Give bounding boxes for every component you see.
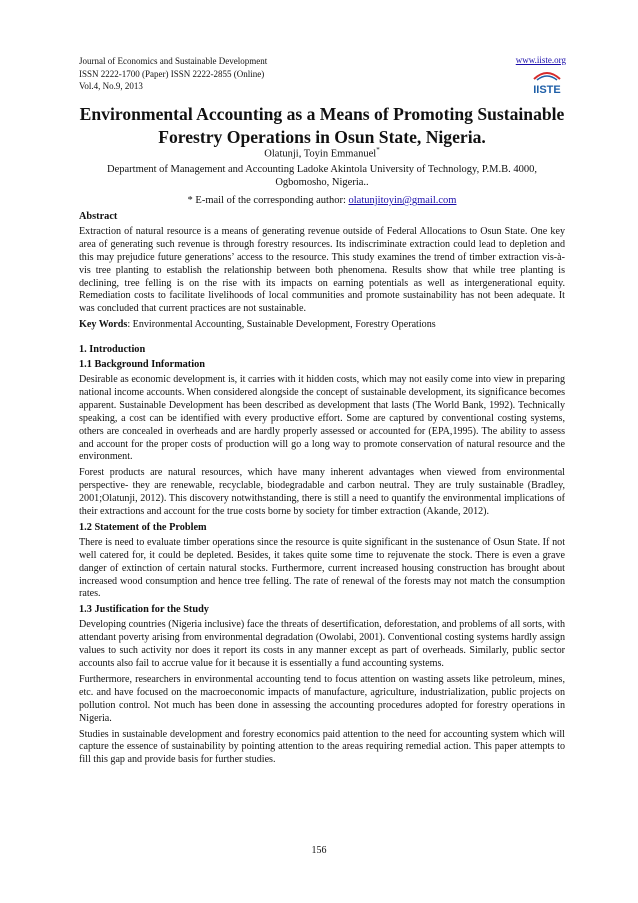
affiliation-line-2: Ogbomosho, Nigeria.. [275,177,369,188]
email-label: * E-mail of the corresponding author: [187,195,349,206]
logo-text: IISTE [533,84,561,96]
journal-name: Journal of Economics and Sustainable Development [79,56,268,66]
journal-url-link[interactable]: www.iiste.org [515,55,566,65]
subsection-heading: 1.2 Statement of the Problem [79,521,207,533]
abstract-heading: Abstract [79,211,118,222]
author-line [79,146,565,160]
paragraph: Desirable as economic development is, it carries with it hidden costs, which may not easily come into view in preparing national income accounts. When considered alongside the concept of sustainable development, its significance becomes apparent. Sustainable Development has been described as development that lasts (The World Bank, 1992). Technically speaking, a cost can be identified with every productive effort. Some are captured by conventional costing systems, others are concealed in overheads and are hardly properly assessed or accounted for (EPA,1995). The ability to assess and account for the proper costs of production will go a long way to promote conservation of natural resource and the environment. [79,373,565,463]
paper-body [79,211,565,770]
spacer [79,335,565,344]
paragraph: Forest products are natural resources, which have many inherent advantages when viewed from environmental perspective- they are renewable, recyclable, biodegradable and carbon neutral. They are truly sustainable (Bradley, 2001;Olatunji, 2012). This discovery notwithstanding, there is still a need to quantify the environmental implications of their extractions and account for the true costs borne by society for timber extraction (Akande, 2012). [79,467,565,518]
journal-header [79,55,267,93]
subsection-heading: 1.3 Justification for the Study [79,604,209,616]
author-name: Olatunji, Toyin Emmanuel [264,148,377,160]
paragraph: Furthermore, researchers in environmental accounting tend to focus attention on wasting assets like petroleum, mines, etc. and have focused on the macroeconomic impacts of manufacture, agriculture, industrialization, public projects on pollution control. Not much has been done in assessing the accounting procedures adopted for forestry operations in Nigeria. [79,673,565,724]
subsection-heading: 1.1 Background Information [79,359,205,371]
keywords-list: : Environmental Accounting, Sustainable Development, Forestry Operations [127,319,436,331]
section-heading: 1. Introduction [79,344,146,356]
abstract-text: Extraction of natural resource is a means of generating revenue outside of Federal Allocations to Osun State. One key area of generating such revenue is through forestry resources. Its indiscriminate extraction could lead to depletion and this may prejudice future generations’ access to the resource. This study examines the trend of timber extraction vis-à-vis tree planting to establish the relationship between both phenomena. Results show that while tree planting is declining, tree felling is on the rise with its impacts on earning potentials as well as intergenerational equity. Remediation costs to facilitate livelihoods of local communities and promote sustainability has not been adequate. It was concluded that current practices are not sustainable. [79,225,565,315]
page-number: 156 [311,845,327,856]
iiste-logo [530,69,564,96]
keywords-label: Key Words [79,319,128,331]
paragraph: Studies in sustainable development and forestry economics paid attention to the need for accounting system which will capture the essence of sustainability by pointing attention to the areas requiring remedial action. This paper attempts to fill this gap and provide basis for further studies. [79,728,565,766]
journal-issn: ISSN 2222-1700 (Paper) ISSN 2222-2855 (Online) [79,68,265,79]
affiliation-line-1: Department of Management and Accounting Ladoke Akintola University of Technology, P.M.B. 4000, [107,164,537,175]
paragraph: There is need to evaluate timber operations since the resource is quite significant in the sustenance of Osun State. If not well catered for, it could be depleted. Besides, it takes quite some time to rejuvenate the stock. There is even a grave danger of extinction of certain natural stocks. Furthermore, current increased housing construction has brought about increased wood consumption and hence tree felling. The rate of renewal of the forests may not match the consumption rates. [79,536,565,600]
journal-volume: Vol.4, No.9, 2013 [79,81,143,91]
paragraph: Developing countries (Nigeria inclusive) face the threats of desertification, deforestation, and problems of all sorts, with attendant poverty arising from environmental degradation (Owolabi, 2001). Conventional costing systems hardly assign values to such activity nor does it report its costs in any manner except as part of overheads. Similarly, public sector accounts also fail to accrue value for it because it is essentially a fund accounting systems. [79,619,565,669]
corresponding-email [79,195,565,206]
author-mark: * [376,146,380,154]
paper-title [74,103,570,148]
keywords [79,319,565,332]
title-line-2: Forestry Operations in Osun State, Nigeria. [158,126,486,147]
email-link[interactable]: olatunjitoyin@gmail.com [348,195,457,206]
title-line-1: Environmental Accounting as a Means of Promoting Sustainable [79,104,565,124]
affiliation [92,163,552,189]
